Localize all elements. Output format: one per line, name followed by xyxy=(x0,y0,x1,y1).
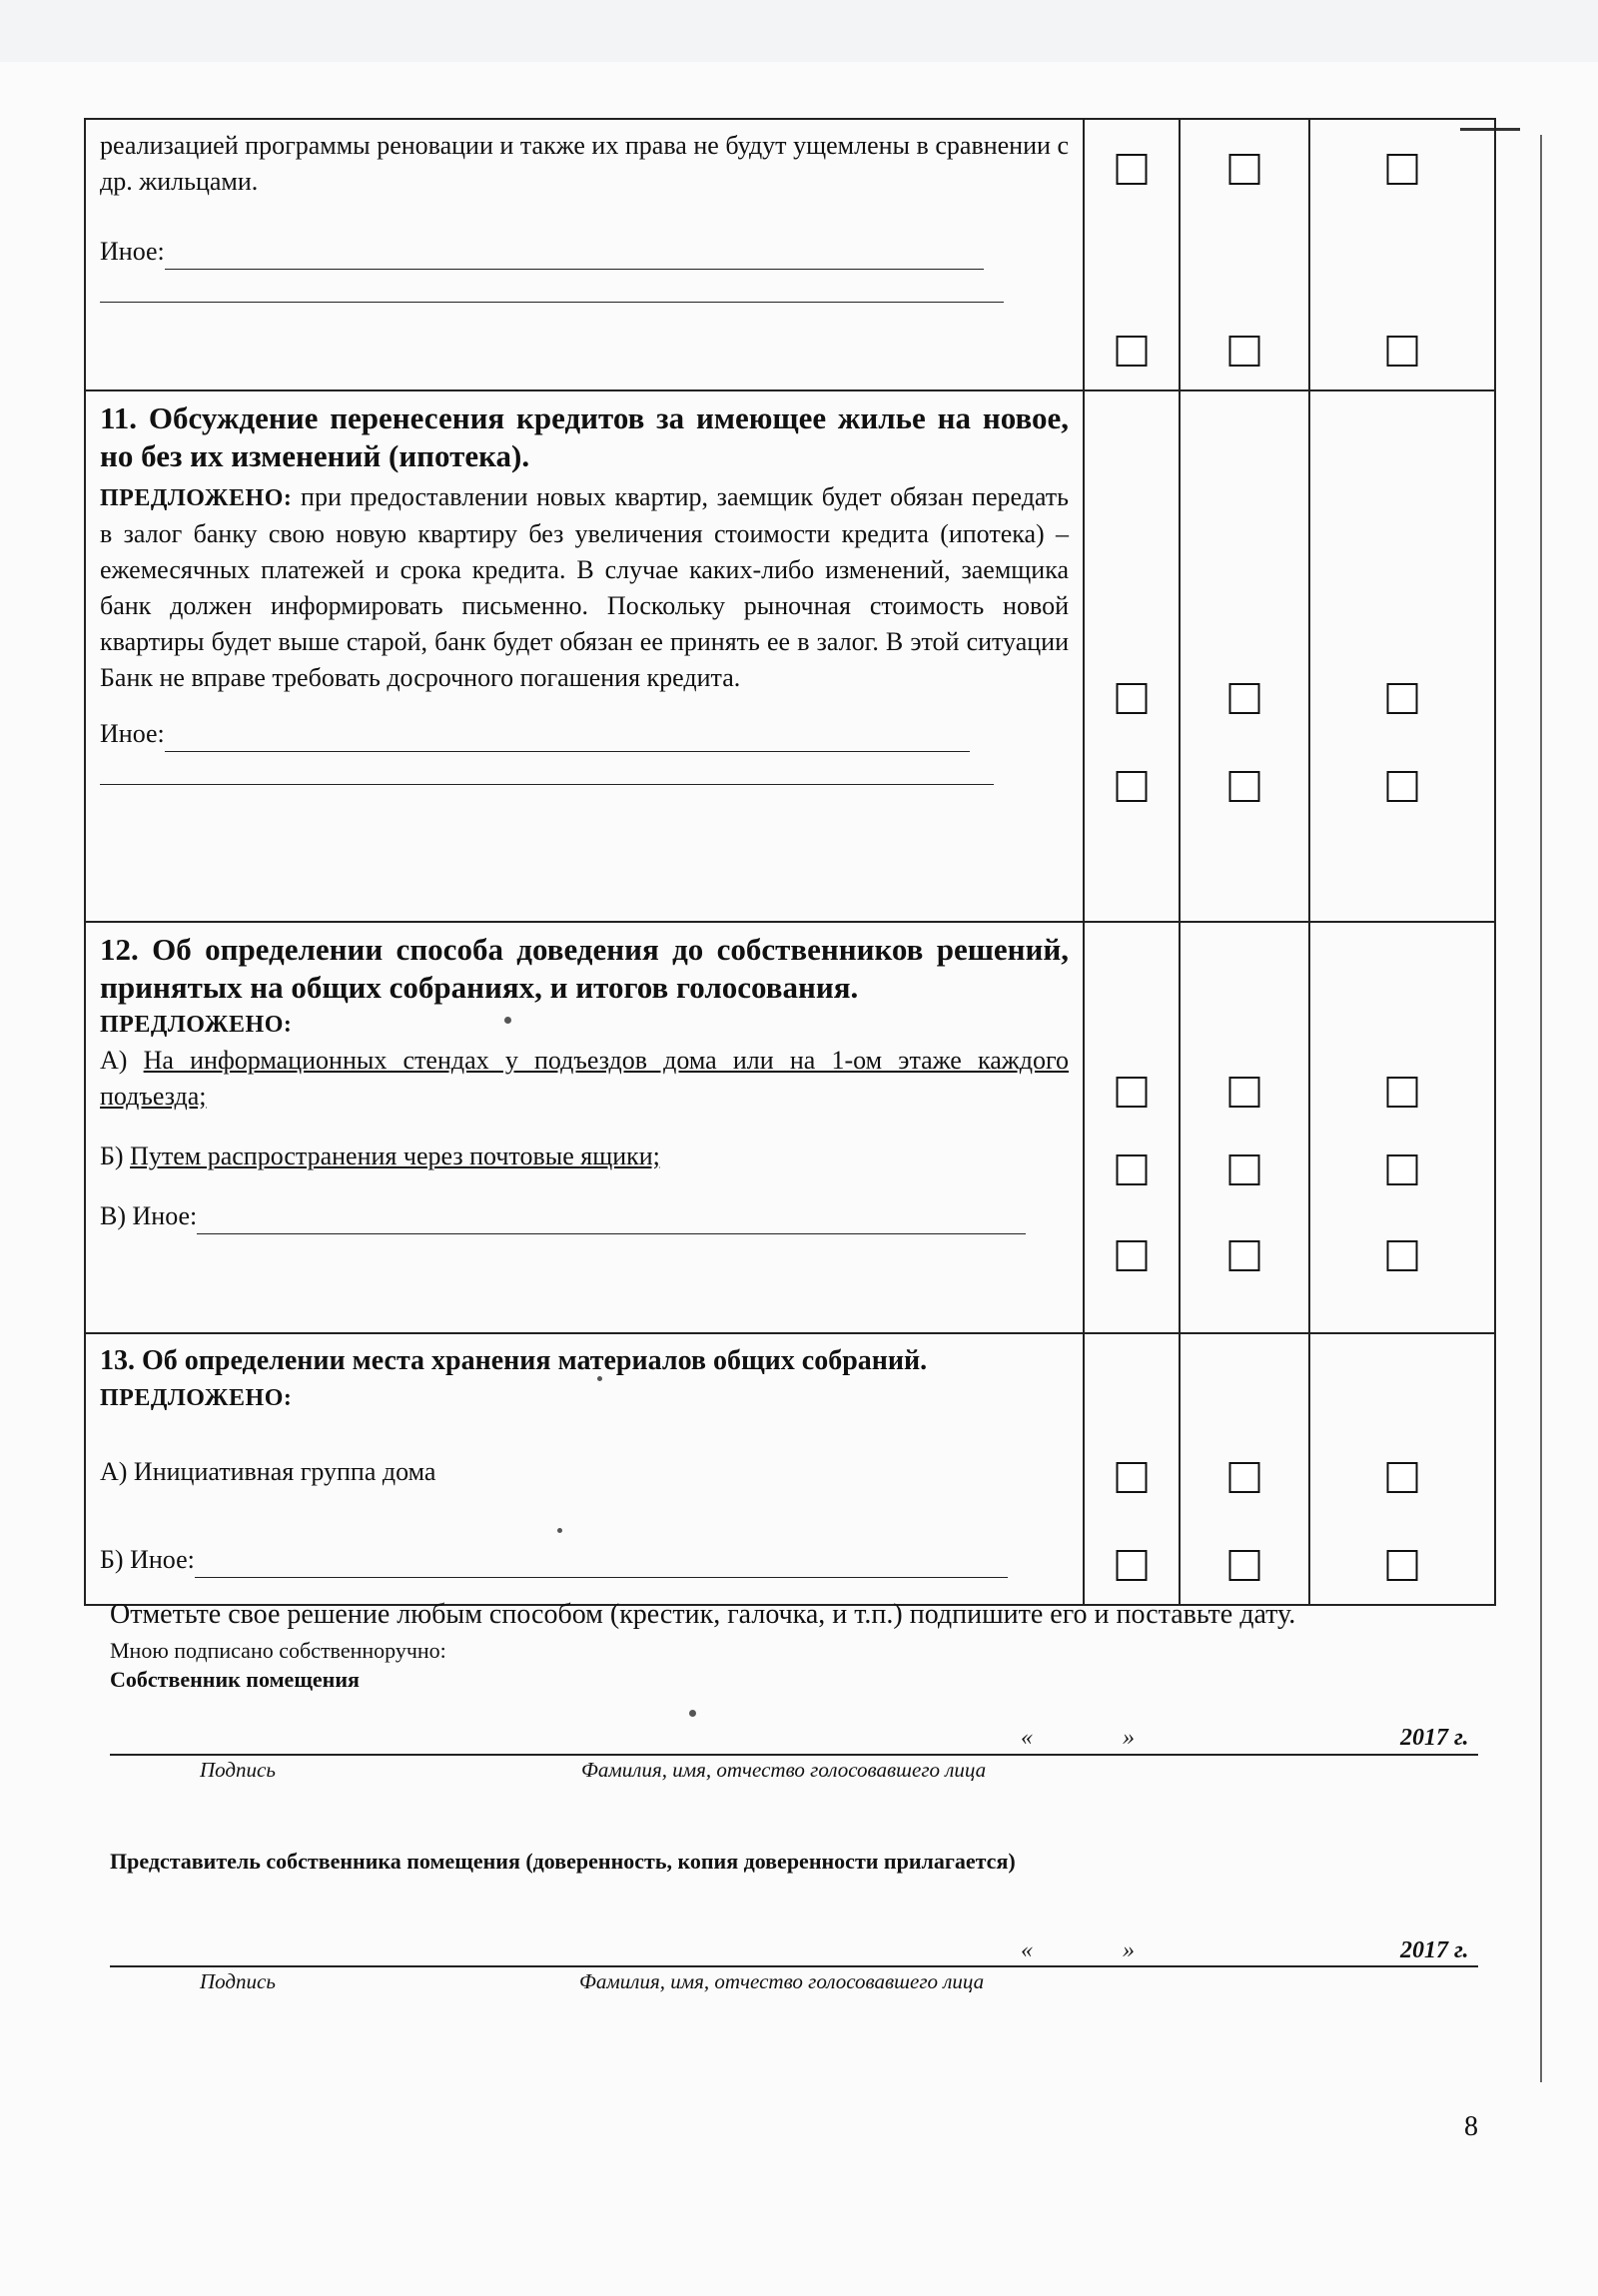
ballot-table xyxy=(84,118,1496,1606)
for-column-cell xyxy=(1084,1333,1180,1605)
vote-for-other-checkbox[interactable] xyxy=(1117,1550,1148,1581)
abstain-column-cell xyxy=(1309,922,1495,1333)
vote-against-checkbox[interactable] xyxy=(1229,154,1260,185)
representative-label: Представитель собственника помещения (доверенность, копия доверенности прилагается) xyxy=(110,1849,1016,1874)
vote-against-other-checkbox[interactable] xyxy=(1229,1240,1260,1271)
vote-for-checkbox[interactable] xyxy=(1117,1077,1148,1108)
question-11-text-cell xyxy=(85,390,1084,922)
question-12-text-cell xyxy=(85,922,1084,1333)
vote-for-checkbox[interactable] xyxy=(1117,1462,1148,1493)
for-column-cell xyxy=(1084,119,1180,390)
instruction-text: Отметьте свое решение любым способом (крестик, галочка, и т.п.) подпишите его и поставьте дату. xyxy=(110,1599,1296,1630)
rep-date-quote-close: » xyxy=(1123,1937,1135,1963)
owner-signature-line[interactable] xyxy=(110,1752,1478,1756)
question-11-title: 11. Обсуждение перенесения кредитов за имеющее жилье на новое, но без их изменений (ипотека). xyxy=(100,400,1069,473)
question-13-other-line[interactable] xyxy=(195,1551,1008,1578)
question-13-text-cell xyxy=(85,1333,1084,1605)
owner-signature-caption: Подпись xyxy=(200,1758,276,1782)
proposed-label: ПРЕДЛОЖЕНО: xyxy=(100,1385,293,1411)
question-11-other-line-2[interactable] xyxy=(100,758,994,785)
vote-abstain-other-checkbox[interactable] xyxy=(1387,771,1418,802)
question-10-other-line-2[interactable] xyxy=(100,276,1004,303)
abstain-column-cell xyxy=(1309,390,1495,922)
question-11-other-label: Иное: xyxy=(100,719,165,748)
question-10-other-line[interactable] xyxy=(165,243,984,270)
owner-label: Собственник помещения xyxy=(110,1667,360,1692)
owner-name-caption: Фамилия, имя, отчество голосовавшего лица xyxy=(581,1758,987,1782)
vote-against-checkbox[interactable] xyxy=(1229,1462,1260,1493)
vote-abstain-other-checkbox[interactable] xyxy=(1387,336,1418,367)
question-12-row xyxy=(85,922,1495,1333)
proposed-label: ПРЕДЛОЖЕНО: xyxy=(100,1012,293,1038)
question-12-option-a: А) На информационных стендах у подъездов дома или на 1-ом этаже каждого подъезда; xyxy=(100,1046,1069,1111)
question-10-text: реализацией программы реновации и также их права не будут ущемлены в сравнении с др. жильцами. xyxy=(100,131,1069,196)
rep-date-year: 2017 г. xyxy=(1400,1937,1469,1963)
scan-speck xyxy=(557,1528,562,1533)
against-column-cell xyxy=(1180,119,1309,390)
vote-abstain-checkbox[interactable] xyxy=(1387,683,1418,714)
vote-for-other-checkbox[interactable] xyxy=(1117,336,1148,367)
scan-speck xyxy=(689,1710,696,1717)
vote-abstain-other-checkbox[interactable] xyxy=(1387,1550,1418,1581)
vote-abstain-checkbox[interactable] xyxy=(1387,1077,1418,1108)
vote-against-other-checkbox[interactable] xyxy=(1229,336,1260,367)
question-13-row xyxy=(85,1333,1495,1605)
against-column-cell xyxy=(1180,922,1309,1333)
question-12-option-b: Б) Путем распространения через почтовые ящики; xyxy=(100,1142,660,1170)
rep-signature-caption: Подпись xyxy=(200,1969,276,1993)
question-12-option-c: В) Иное: xyxy=(100,1198,1069,1234)
representative-signature-line[interactable] xyxy=(110,1963,1478,1967)
signed-note: Мною подписано собственноручно: xyxy=(110,1638,446,1663)
page-number: 8 xyxy=(1464,2111,1478,2142)
question-13-option-a: А) Инициативная группа дома xyxy=(100,1457,436,1486)
vote-against-checkbox[interactable] xyxy=(1229,1077,1260,1108)
vote-for-other-checkbox[interactable] xyxy=(1117,771,1148,802)
vote-for-checkbox[interactable] xyxy=(1117,154,1148,185)
vote-for-other-checkbox[interactable] xyxy=(1117,1240,1148,1271)
against-column-cell xyxy=(1180,1333,1309,1605)
scan-speck xyxy=(597,1376,602,1381)
vote-for-checkbox[interactable] xyxy=(1117,683,1148,714)
question-10-other-label: Иное: xyxy=(100,237,165,266)
question-11-row xyxy=(85,390,1495,922)
question-11-other-line[interactable] xyxy=(165,725,970,752)
date-quote-open: « xyxy=(1021,1725,1033,1751)
abstain-column-cell xyxy=(1309,1333,1495,1605)
owner-date-year: 2017 г. xyxy=(1400,1725,1469,1751)
for-column-cell xyxy=(1084,390,1180,922)
question-10-text-cell xyxy=(85,119,1084,390)
vote-against-checkbox[interactable] xyxy=(1229,1154,1260,1185)
vote-against-checkbox[interactable] xyxy=(1229,683,1260,714)
abstain-column-cell xyxy=(1309,119,1495,390)
vote-abstain-other-checkbox[interactable] xyxy=(1387,1240,1418,1271)
for-column-cell xyxy=(1084,922,1180,1333)
question-12-title: 12. Об определении способа доведения до собственников решений, принятых на общих собраниях, и итогов голосования. xyxy=(100,932,1069,1005)
rep-date-quote-open: « xyxy=(1021,1937,1033,1963)
vote-against-other-checkbox[interactable] xyxy=(1229,771,1260,802)
vote-against-other-checkbox[interactable] xyxy=(1229,1550,1260,1581)
against-column-cell xyxy=(1180,390,1309,922)
question-13-title: 13. Об определении места хранения материалов общих собраний. xyxy=(100,1345,928,1376)
vote-abstain-checkbox[interactable] xyxy=(1387,1154,1418,1185)
question-12-other-line[interactable] xyxy=(197,1207,1026,1234)
scan-speck xyxy=(504,1017,511,1024)
question-11-proposal: ПРЕДЛОЖЕНО: при предоставлении новых квартир, заемщик будет обязан передать в залог банку свою новую квартиру без увеличения стоимости кредита (ипотека) – ежемесячных платежей и срока кредита. В случае каких-либо изменений, заемщика банк должен информировать письменно. Поскольку рыночная стоимость новой квартиры будет выше старой, банк будет обязан ее принять ее в залог. В этой ситуации Банк не вправе требовать досрочного погашения кредита. xyxy=(100,482,1070,692)
question-13-option-b: Б) Иное: xyxy=(100,1542,1069,1578)
vote-for-checkbox[interactable] xyxy=(1117,1154,1148,1185)
page-edge-line xyxy=(1540,135,1542,2082)
date-quote-close: » xyxy=(1123,1725,1135,1751)
vote-abstain-checkbox[interactable] xyxy=(1387,1462,1418,1493)
rep-name-caption: Фамилия, имя, отчество голосовавшего лица xyxy=(579,1969,985,1993)
vote-abstain-checkbox[interactable] xyxy=(1387,154,1418,185)
proposed-label: ПРЕДЛОЖЕНО: xyxy=(100,485,293,511)
question-10-row xyxy=(85,119,1495,390)
